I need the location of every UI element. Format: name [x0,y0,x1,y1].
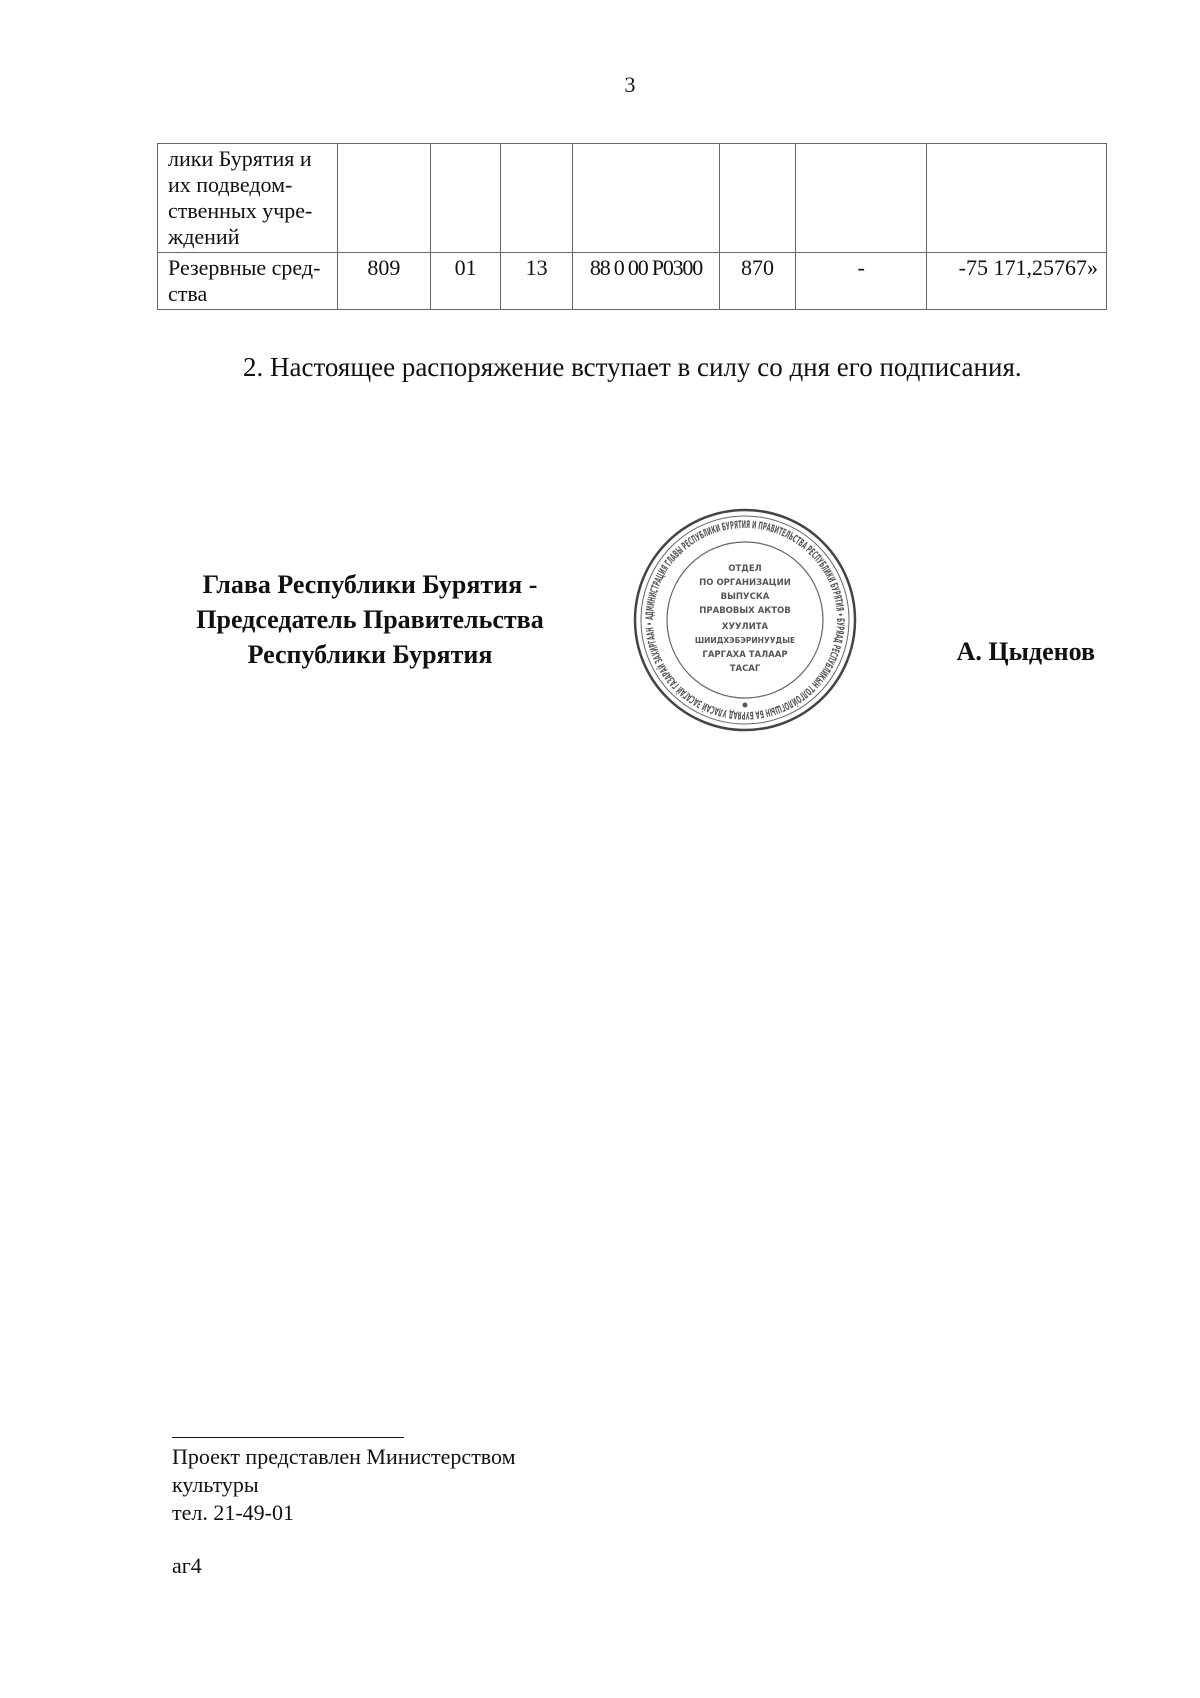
signatory-title-line: Республики Бурятия [247,640,493,669]
footer-line: тел. 21-49-01 [172,1500,295,1525]
stamp-inner-line: ПО ОРГАНИЗАЦИИ [699,578,791,588]
stamp-outer-text: АДМИНИСТРАЦИЯ ГЛАВЫ РЕСПУБЛИКИ БУРЯТИЯ И ПРАВИТЕЛЬСТВА РЕСПУБЛИКИ БУРЯТИЯ • БУРЯАД РЕСПУБЛИКЫН ТОЛГОЙЛОГШЫН БА БУРЯАД УЛАСАЙ ЗАСАГАЙ ГАЗАРАЙ ЗАХИРГААН • [643,518,847,722]
table-cell-target: 88 0 00 Р0300 [573,253,719,310]
signatory-title [160,567,580,672]
official-stamp-seal [630,505,860,735]
table-cell-text: ждений [168,224,240,249]
table-cell-ministry [337,144,431,253]
table-cell-text: Резервные сред- [168,255,321,280]
document-code: аг4 [172,1553,202,1578]
table-cell-ministry: 809 [337,253,431,310]
table-cell-text: их подведом- [168,172,293,197]
signatory-title-line: Глава Республики Бурятия - [202,570,538,599]
stamp-inner-line: ШИИДХЭБЭРИНУУДЫЕ [694,636,796,645]
footer-line: Проект представлен Министерством [172,1444,516,1469]
table-cell-amount-2: -75 171,25767» [927,253,1107,310]
table-cell-subsection: 13 [500,253,572,310]
table-cell-name [158,253,338,310]
paragraph-2: 2. Настоящее распоряжение вступает в силу со дня его подписания. [243,352,1022,382]
footer-note [172,1443,516,1527]
signatory-name: А. Цыденов [956,637,1095,666]
stamp-inner-line: ТАСАГ [729,664,761,674]
stamp-inner-line: ОТДЕЛ [728,564,762,574]
table-cell-text: лики Бурятия и [168,146,312,171]
table-row [158,253,1107,310]
table-cell-section: 01 [431,253,501,310]
footer-divider [172,1437,404,1438]
table-row [158,144,1107,253]
stamp-inner-line: ПРАВОВЫХ АКТОВ [699,606,791,616]
table-cell-amount-1 [796,144,927,253]
table-cell-expense-type [719,144,796,253]
table-cell-text: ственных учре- [168,198,313,223]
stamp-inner-line: ГАРГАХА ТАЛААР [702,650,788,660]
page-number: 3 [624,72,636,97]
table-cell-target [573,144,719,253]
stamp-inner-line: ВЫПУСКА [720,592,770,602]
table-cell-amount-1: - [796,253,927,310]
footer-line: культуры [172,1472,259,1497]
budget-table [157,143,1107,310]
table-cell-expense-type: 870 [719,253,796,310]
signatory-title-line: Председатель Правительства [196,605,544,634]
table-cell-subsection [500,144,572,253]
table-cell-name [158,144,338,253]
stamp-dot-icon [743,703,748,708]
stamp-inner-line: ХУУЛИТА [721,622,769,632]
table-cell-text: ства [168,281,208,306]
table-cell-amount-2 [927,144,1107,253]
table-cell-section [431,144,501,253]
